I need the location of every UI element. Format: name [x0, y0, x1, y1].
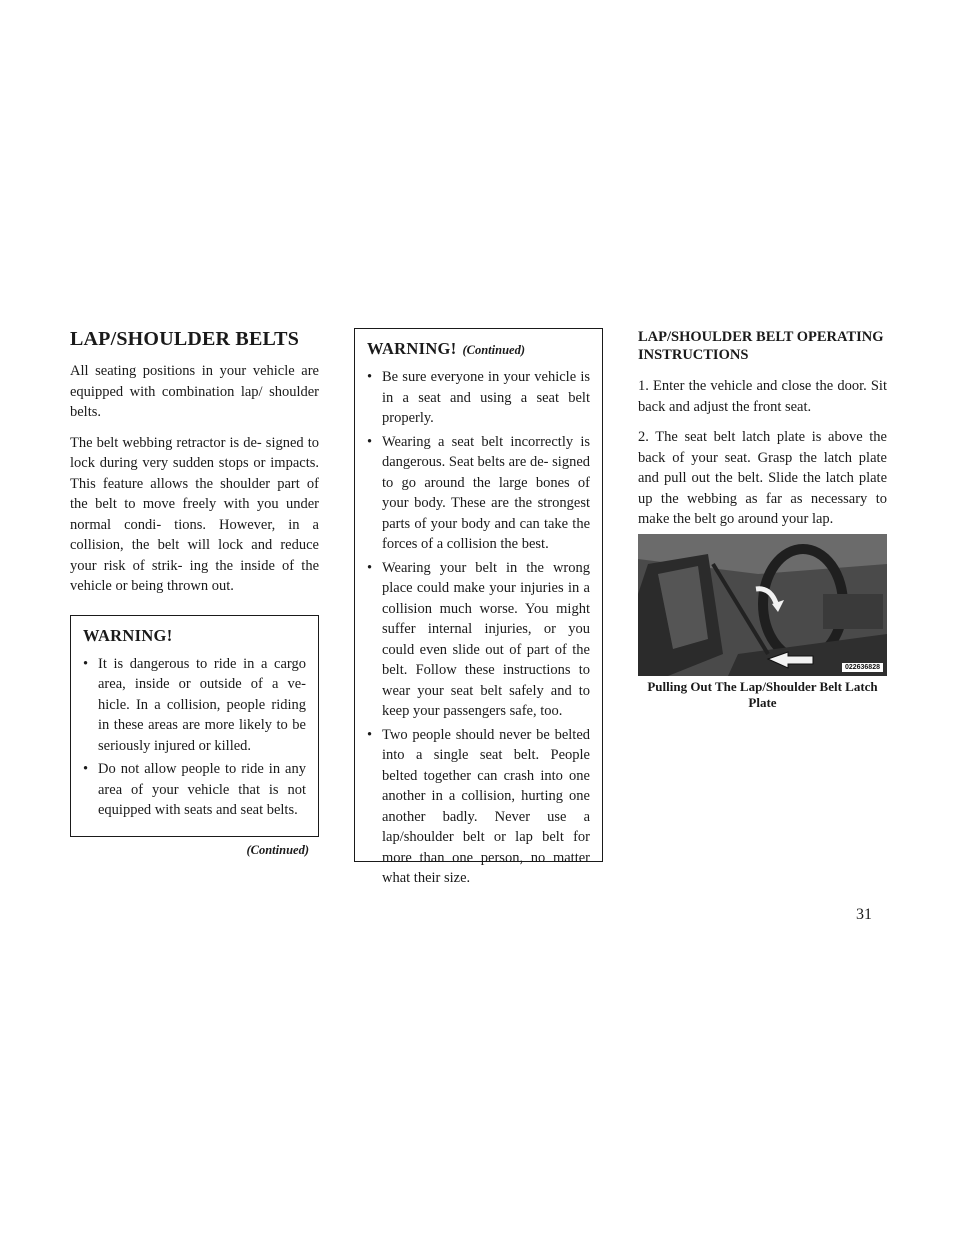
subsection-title: LAP/SHOULDER BELT OPERATING INSTRUCTIONS: [638, 329, 884, 363]
section-title: LAP/SHOULDER BELTS: [70, 328, 300, 350]
column-right: [638, 328, 887, 711]
warning-continued-label: (Continued): [462, 343, 525, 357]
warning-list: [83, 654, 306, 821]
warning-box-continued: [354, 328, 603, 886]
warning-title: [367, 339, 590, 359]
continued-label: (Continued): [246, 842, 309, 857]
warning-item: • Wearing a seat belt incorrectly is dangerous. Seat belts are de- signed to go around the large bones of your body. These are the strongest parts of your body and can take the forces of a collision the best.: [367, 432, 590, 555]
step-2: 2. The seat belt latch plate is above the back of your seat. Grasp the latch plate and pull out the belt. Slide the latch plate up the webbing as far as necessary to make the belt go around your lap.: [638, 429, 887, 527]
page-number: 31: [856, 906, 872, 923]
step-1: 1. Enter the vehicle and close the door. Sit back and adjust the front seat.: [638, 378, 887, 415]
warning-item: • Do not allow people to ride in any area of your vehicle that is not equipped with seats and seat belts.: [83, 759, 306, 821]
warning-item: • Two people should never be belted into a single seat belt. People belted together can crash into one another in a collision, hurting one another badly. Never use a lap/shoulder belt or lap belt for more than one person, no matter what their size.: [367, 725, 590, 889]
warning-item: • Be sure everyone in your vehicle is in a seat and using a seat belt properly.: [367, 367, 590, 429]
warning-title: WARNING!: [83, 625, 173, 645]
warning-title-text: WARNING!: [367, 339, 457, 358]
warning-list: [367, 367, 590, 889]
figure-caption: Pulling Out The Lap/Shoulder Belt Latch Plate: [647, 678, 878, 710]
column-left: [70, 328, 319, 858]
column-middle: [354, 328, 603, 886]
warning-item: • Wearing your belt in the wrong place could make your injuries in a collision much worse. You might suffer internal injuries, or you could even slide out of part of the belt. Follow these instructions to wear your seat belt safely and to keep your passengers safe, too.: [367, 558, 590, 722]
retractor-paragraph: The belt webbing retractor is de- signed to lock during very sudden stops or impacts. This feature allows the shoulder part of the belt to move freely with you under normal condi- tions. However, in a collision, the belt will lock and reduce your risk of strik- ing the inside of the vehicle or being thrown out.: [70, 434, 319, 594]
figure-code: 022636828: [842, 663, 883, 672]
intro-paragraph: All seating positions in your vehicle are equipped with combination lap/ shoulder belts.: [70, 363, 319, 420]
seat-belt-illustration: [638, 534, 887, 676]
car-interior-image: [638, 534, 887, 676]
warning-item: • It is dangerous to ride in a cargo area, inside or outside of a ve- hicle. In a collision, people riding in these areas are more likely to be seriously injured or killed.: [83, 654, 306, 757]
warning-box: [70, 615, 319, 837]
